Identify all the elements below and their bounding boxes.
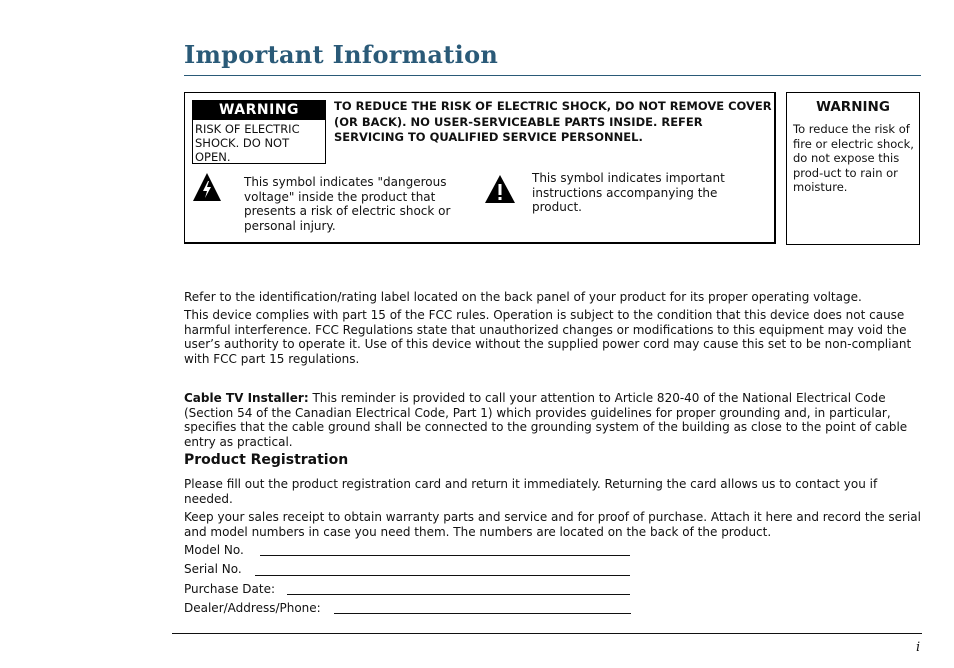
side-warning-text: To reduce the risk of fire or electric shock, do not expose this prod-uct to rain or moisture. <box>793 122 914 194</box>
service-notice: TO REDUCE THE RISK OF ELECTRIC SHOCK, DO NOT REMOVE COVER (OR BACK). NO USER-SERVICEABLE PARTS INSIDE. REFER SERVICING TO QUALIFIED SERVICE PERSONNEL. <box>334 99 772 144</box>
purchase-date-line <box>287 594 630 595</box>
model-number-label: Model No. <box>184 543 244 557</box>
purchase-date-label: Purchase Date: <box>184 582 276 596</box>
page-title: Important Information <box>184 40 499 69</box>
rating-label-paragraph: Refer to the identification/rating label located on the back panel of your product for its proper operating voltage. <box>184 290 862 304</box>
registration-heading: Product Registration <box>184 452 349 468</box>
page-number: i <box>916 640 921 655</box>
side-warning-heading: WARNING <box>816 99 890 115</box>
warning-label <box>192 100 326 164</box>
cable-installer-lead: Cable TV Installer: <box>184 391 309 405</box>
serial-number-line <box>255 575 630 576</box>
receipt-paragraph: Keep your sales receipt to obtain warranty parts and service and for proof of purchase. Attach it here and record the serial and model numbers in case you need them. The numbers are located on the back of the product. <box>184 510 921 539</box>
warning-label-heading: WARNING <box>193 101 325 120</box>
title-rule <box>184 75 921 76</box>
lightning-flash-icon <box>192 172 222 202</box>
serial-number-label: Serial No. <box>184 562 242 576</box>
warning-label-text: RISK OF ELECTRIC SHOCK. DO NOT OPEN. <box>195 122 300 164</box>
registration-paragraph: Please fill out the product registration card and return it immediately. Returning the card allows us to contact you if needed. <box>184 477 878 506</box>
dealer-label: Dealer/Address/Phone: <box>184 601 321 615</box>
voltage-symbol-text: This symbol indicates "dangerous voltage" inside the product that presents a risk of electric shock or personal injury. <box>244 175 451 233</box>
cable-installer-body: This reminder is provided to call your attention to Article 820-40 of the National Electrical Code (Section 54 of the Canadian Electrical Code, Part 1) which provides guidelines for proper grounding and, in particular, specifies that the cable ground shall be connected to the grounding system of the building as close to the point of cable entry as practical. <box>184 391 908 449</box>
fcc-paragraph: This device complies with part 15 of the FCC rules. Operation is subject to the condition that this device does not cause harmful interference. FCC Regulations state that unauthorized changes or modifications to this equipment may void the user’s authority to operate it. Use of this device without the supplied power cord may cause this set to be non-compliant with FCC part 15 regulations. <box>184 308 912 366</box>
footer-rule <box>172 633 922 634</box>
instructions-symbol-text: This symbol indicates important instructions accompanying the product. <box>532 171 725 214</box>
cable-installer-paragraph <box>184 391 922 449</box>
model-number-line <box>260 555 630 556</box>
exclamation-triangle-icon <box>484 174 516 204</box>
dealer-line <box>334 613 631 614</box>
